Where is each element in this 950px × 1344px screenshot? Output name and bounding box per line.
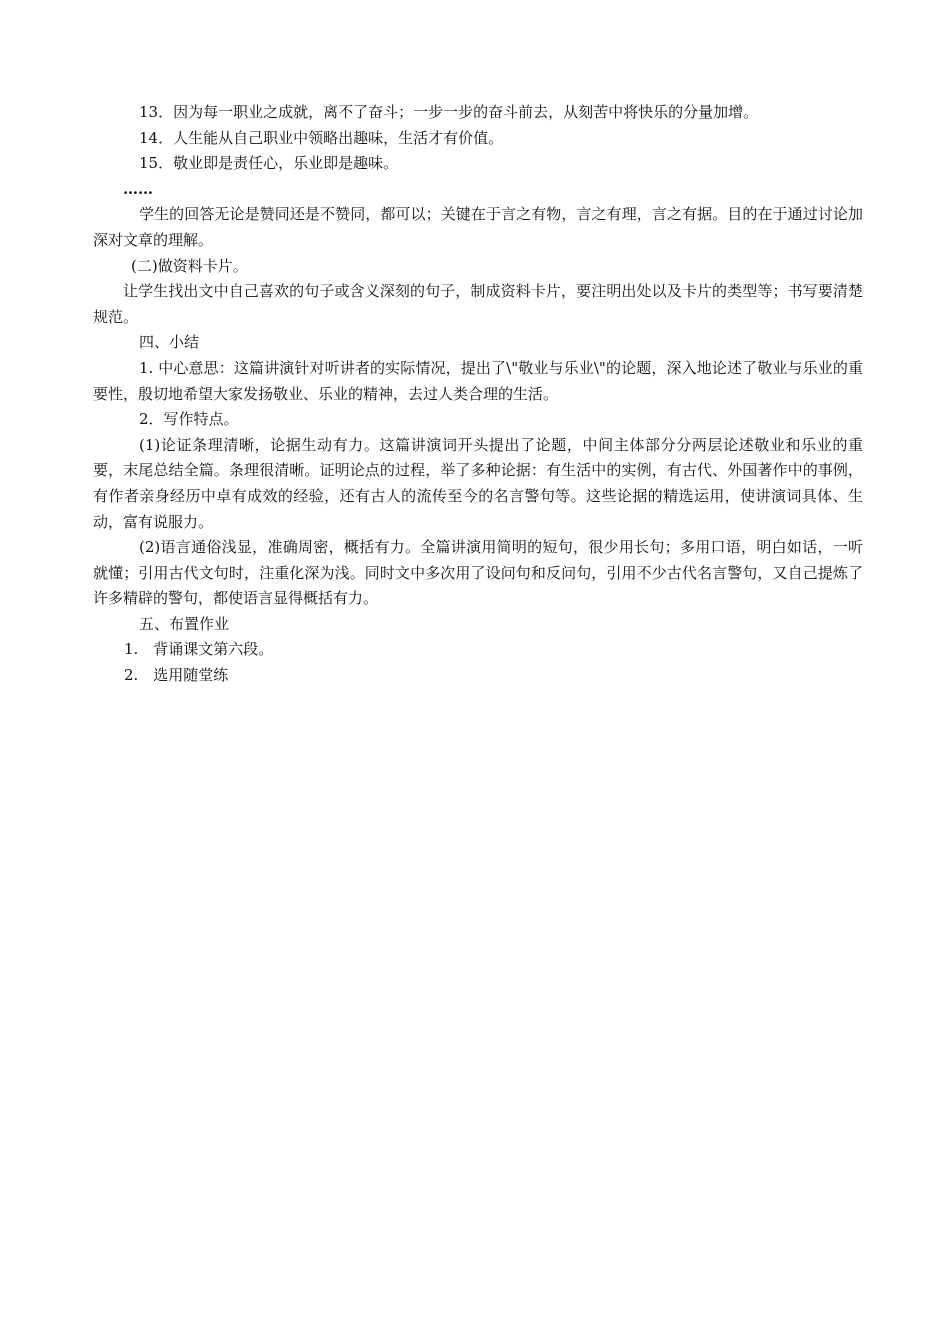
ellipsis: …… bbox=[123, 179, 153, 198]
document-page bbox=[93, 100, 863, 689]
card-instruction: 让学生找出文中自己喜欢的句子或含义深刻的句子，制成资料卡片，要注明出处以及卡片的类型等；书写要清楚规范。 bbox=[93, 282, 863, 326]
homework-item-1: 1. 背诵课文第六段。 bbox=[124, 640, 274, 659]
section-4-heading: 四、小结 bbox=[139, 333, 200, 352]
section-card-heading: (二)做资料卡片。 bbox=[131, 256, 248, 275]
homework-item-2: 2. 选用随堂练 bbox=[124, 666, 229, 685]
summary-writing-features-heading: 2．写作特点。 bbox=[139, 410, 239, 429]
discussion-note: 学生的回答无论是赞同还是不赞同，都可以；关键在于言之有物，言之有理，言之有据。目的在于通过讨论加深对文章的理解。 bbox=[93, 205, 863, 249]
list-item-13: 13．因为每一职业之成就，离不了奋斗；一步一步的奋斗前去，从刻苦中将快乐的分量加增。 bbox=[139, 103, 759, 121]
summary-central-idea: 1. 中心意思：这篇讲演针对听讲者的实际情况，提出了\"敬业与乐业\"的论题，深入地论述了敬业与乐业的重要性，殷切地希望大家发扬敬业、乐业的精神，去过人类合理的生活。 bbox=[93, 358, 863, 403]
feature-argument: (1)论证条理清晰，论据生动有力。这篇讲演词开头提出了论题，中间主体部分分两层论述敬业和乐业的重要，末尾总结全篇。条理很清晰。证明论点的过程，举了多种论据：有生活中的实例，有古代、外国著作中的事例，有作者亲身经历中卓有成效的经验，还有古人的流传至今的名言警句等。这些论据的精选运用，使讲演词具体、生动，富有说服力。 bbox=[93, 435, 863, 531]
list-item-14: 14．人生能从自己职业中领略出趣味，生活才有价值。 bbox=[139, 128, 504, 147]
list-item-15: 15．敬业即是责任心，乐业即是趣味。 bbox=[139, 154, 399, 173]
section-5-heading: 五、布置作业 bbox=[139, 614, 230, 633]
feature-language: (2)语言通俗浅显，准确周密，概括有力。全篇讲演用简明的短句，很少用长句；多用口语，明白如话，一听就懂；引用古代文句时，注重化深为浅。同时文中多次用了设问句和反问句，引用不少古代名言警句，又自己提炼了许多精辟的警句，都使语言显得概括有力。 bbox=[93, 538, 863, 608]
